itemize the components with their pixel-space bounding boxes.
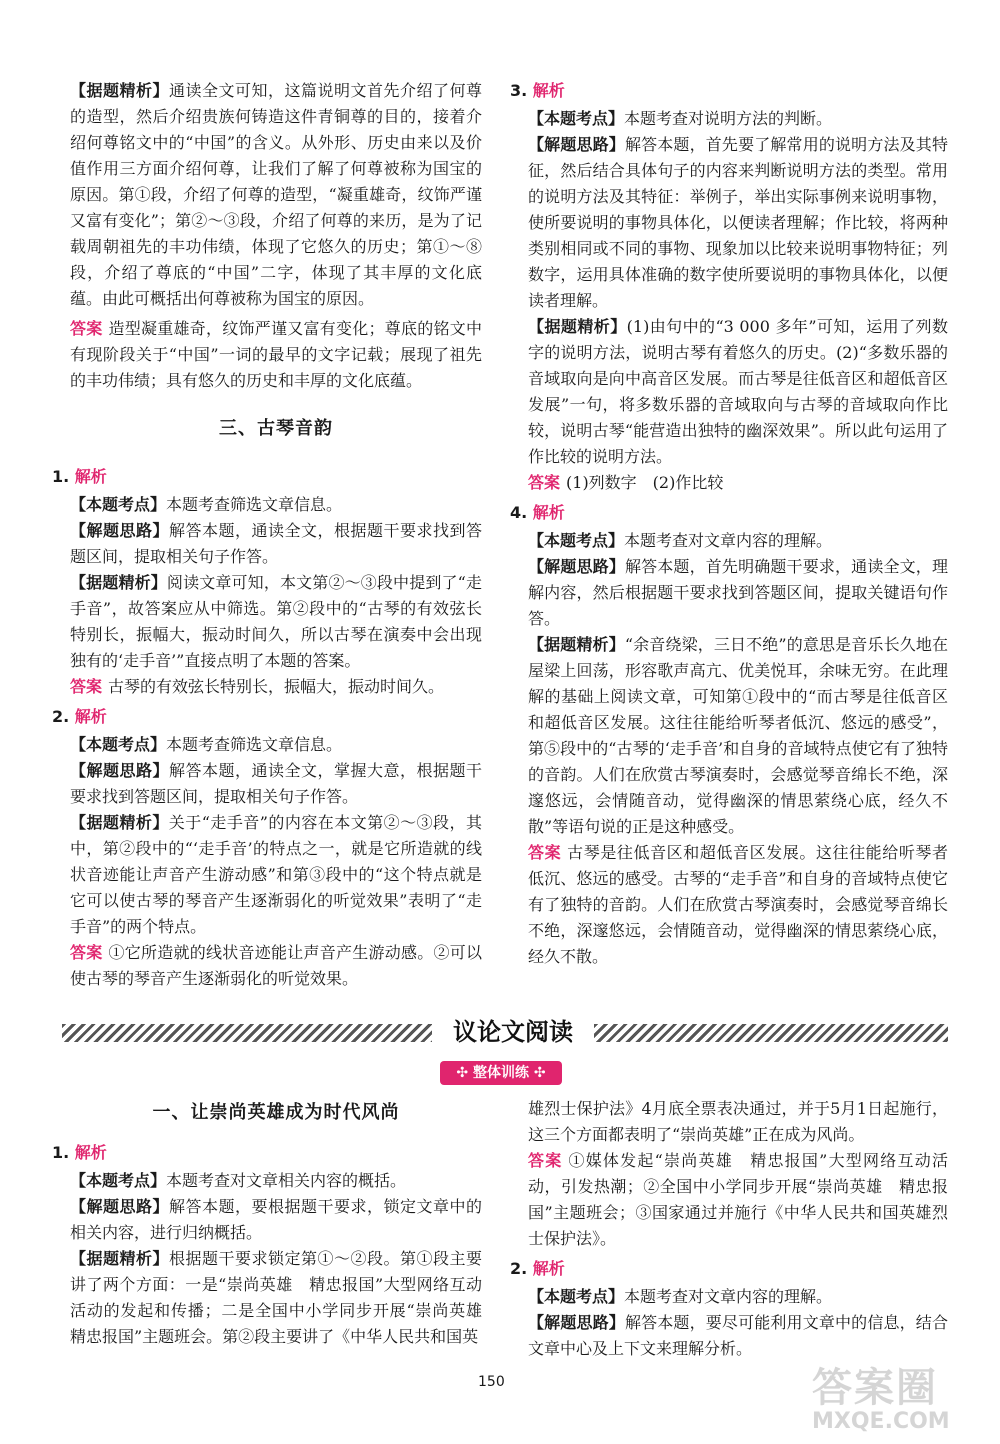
topic-tag: 【本题考点】 xyxy=(528,531,625,550)
right-column-bottom xyxy=(510,1096,948,1362)
topic-text: 本题考查对说明方法的判断。 xyxy=(624,109,833,128)
answer-label: 答案 xyxy=(70,677,103,696)
paragraph xyxy=(70,78,482,312)
question-number: 2. xyxy=(510,1259,528,1278)
approach-tag: 【解题思路】 xyxy=(528,557,625,576)
question-block xyxy=(510,1256,948,1362)
approach-text: 解答本题，首先明确题干要求，通读全文，理解内容，然后根据题干要求找到答题区间，提取关键语句作答。 xyxy=(528,557,948,628)
analysis-tag: 【据题精析】 xyxy=(528,635,625,654)
topic-text: 本题考查对文章内容的理解。 xyxy=(624,531,833,550)
topic-text: 本题考查对文章相关内容的概括。 xyxy=(166,1171,407,1190)
analysis-text: 通读全文可知，这篇说明文首先介绍了何尊的造型，然后介绍贵族何铸造这件青铜尊的目的，接着介绍何尊铭文中的“中国”的含义。从外形、历史由来以及价值作用三方面介绍何尊，让我们了解了何尊被称为国宝的原因。第①段，介绍了何尊的造型，“凝重雄奇，纹饰严谨又富有变化”；第②～③段，介绍了何尊的来历，是为了记载周朝祖先的丰功伟绩，体现了它悠久的历史；第①～⑧段，介绍了尊底的“中国”二字，体现了其丰厚的文化底蕴。由此可概括出何尊被称为国宝的原因。 xyxy=(70,81,482,308)
answer-text: 古琴的有效弦长特别长，振幅大，振动时间久。 xyxy=(108,677,445,696)
answer-text: ①它所造就的线状音迹能让声音产生游动感。②可以使古琴的琴音产生逐渐弱化的听觉效果。 xyxy=(70,943,482,988)
analysis-text: 阅读文章可知，本文第②～③段中提到了“走手音”，故答案应从中筛选。第②段中的“古琴的有效弦长特别长，振幅大，振动时间久，所以古琴在演奏中会出现独有的‘走手音’”直接点明了本题的答案。 xyxy=(70,573,482,670)
question-label: 解析 xyxy=(74,1143,107,1162)
approach-tag: 【解题思路】 xyxy=(528,1313,625,1332)
answer-text: 古琴是往低音区和超低音区发展。这往往能给听琴者低沉、悠远的感受。古琴的“走手音”和自身的音域特点使它有了独特的音韵。人们在欣赏古琴演奏时，会感觉琴音绵长不绝，深邃悠远，会情随音动，觉得幽深的情思萦绕心底，经久不散。 xyxy=(528,843,948,966)
topic-tag: 【本题考点】 xyxy=(70,735,167,754)
watermark-logo xyxy=(812,1356,992,1436)
question-number: 2. xyxy=(52,707,70,726)
question-label: 解析 xyxy=(74,467,107,486)
analysis-tag: 【据题精析】 xyxy=(70,81,169,100)
topic-text: 本题考查对文章内容的理解。 xyxy=(624,1287,833,1306)
topic-tag: 【本题考点】 xyxy=(528,1287,625,1306)
analysis-tag: 【据题精析】 xyxy=(70,573,167,592)
answer-text: 造型凝重雄奇，纹饰严谨又富有变化；尊底的铭文中有现阶段关于“中国”一词的最早的文字记载；展现了祖先的丰功伟绩；具有悠久的历史和丰厚的文化底蕴。 xyxy=(70,319,482,390)
approach-tag: 【解题思路】 xyxy=(70,521,169,540)
watermark-url: MXQE.COM xyxy=(812,1409,950,1434)
answer-label: 答案 xyxy=(528,473,561,492)
left-column-bottom xyxy=(52,1100,499,1350)
answer-label: 答案 xyxy=(70,319,103,338)
question-label: 解析 xyxy=(532,81,565,100)
analysis-text: (1)由句中的“3 000 多年”可知，运用了列数字的说明方法，说明古琴有着悠久的历史。(2)“多数乐器的音域取向是向中高音区发展。而古琴是往低音区和超低音区发展”一句，将多数乐器的音域取向与古琴的音域取向作比较，说明古琴“能营造出独特的幽深效果”。所以此句运用了作比较的说明方法。 xyxy=(528,317,948,466)
page-number: 150 xyxy=(478,1374,505,1390)
left-column-top xyxy=(52,78,482,992)
right-column-top xyxy=(510,78,948,970)
section-title: 一、让崇尚英雄成为时代风尚 xyxy=(152,1102,400,1123)
question-head xyxy=(52,704,482,730)
answer-label: 答案 xyxy=(528,1151,563,1170)
answer-text: (1)列数字 (2)作比较 xyxy=(566,473,724,492)
analysis-tag: 【据题精析】 xyxy=(528,317,627,336)
question-head xyxy=(510,500,948,526)
analysis-tag: 【据题精析】 xyxy=(70,813,169,832)
training-badge: ✣ 整体训练 ✣ xyxy=(440,1061,562,1085)
topic-text: 本题考查筛选文章信息。 xyxy=(166,735,343,754)
answer xyxy=(70,316,482,394)
section-title: 三、古琴音韵 xyxy=(219,418,333,439)
approach-text: 解答本题，要根据题干要求，锁定文章中的相关内容，进行归纳概括。 xyxy=(70,1197,482,1242)
topic-tag: 【本题考点】 xyxy=(70,1171,167,1190)
question-number: 1. xyxy=(52,1143,70,1162)
watermark-text: 答案圈 xyxy=(812,1365,938,1411)
topic-tag: 【本题考点】 xyxy=(528,109,625,128)
question-label: 解析 xyxy=(532,503,565,522)
hatch-decoration-right xyxy=(594,1024,948,1042)
question-number: 4. xyxy=(510,503,528,522)
approach-text: 解答本题，要尽可能利用文章中的信息，结合文章中心及上下文来理解分析。 xyxy=(528,1313,948,1358)
question-block xyxy=(510,78,948,496)
question-block xyxy=(52,704,482,992)
question-head xyxy=(510,1256,948,1282)
question-number: 3. xyxy=(510,81,528,100)
answer-label: 答案 xyxy=(70,943,103,962)
answer-text: ①媒体发起“崇尚英雄 精忠报国”大型网络互动活动，引发热潮；②全国中小学同步开展“崇尚英雄 精忠报国”主题班会；③国家通过并施行《中华人民共和国英雄烈士保护法》。 xyxy=(528,1151,948,1248)
banner-title: 议论文阅读 xyxy=(438,1012,588,1052)
topic-text: 本题考查筛选文章信息。 xyxy=(166,495,343,514)
question-head xyxy=(52,464,482,490)
question-label: 解析 xyxy=(74,707,107,726)
approach-tag: 【解题思路】 xyxy=(70,1197,169,1216)
section-banner xyxy=(62,1010,948,1056)
question-head xyxy=(52,1140,482,1166)
question-block xyxy=(52,1140,499,1350)
question-number: 1. xyxy=(52,467,70,486)
approach-text: 解答本题，通读全文，根据题干要求找到答题区间，提取相关句子作答。 xyxy=(70,521,482,566)
approach-tag: 【解题思路】 xyxy=(528,135,625,154)
question-head xyxy=(510,78,948,104)
question-label: 解析 xyxy=(532,1259,565,1278)
question-block xyxy=(510,500,948,970)
approach-text: 解答本题，首先要了解常用的说明方法及其特征，然后结合具体句子的内容来判断说明方法的类型。常用的说明方法及其特征：举例子，举出实际事例来说明事物，使所要说明的事物具体化，以便读者理解；作比较，将两种类别相同或不同的事物、现象加以比较来说明事物特征；列数字，运用具体准确的数字使所要说明的事物具体化，以便读者理解。 xyxy=(528,135,948,310)
answer-label: 答案 xyxy=(528,843,562,862)
topic-tag: 【本题考点】 xyxy=(70,495,167,514)
analysis-text: 根据题干要求锁定第①～②段。第①段主要讲了两个方面：一是“崇尚英雄 精忠报国”大型网络互动活动的发起和传播；二是全国中小学同步开展“崇尚英雄 精忠报国”主题班会。第②段主要讲了《中华人民共和国英 xyxy=(70,1249,499,1346)
question-block xyxy=(52,464,482,700)
analysis-text: 关于“走手音”的内容在本文第②～③段，其中，第②段中的“‘走手音’的特点之一，就是它所造就的线状音迹能让声音产生游动感”和第③段中的“这个特点就是它可以使古琴的琴音产生逐渐弱化的听觉效果”表明了“走手音”的两个特点。 xyxy=(70,813,482,936)
analysis-tag: 【据题精析】 xyxy=(70,1249,169,1268)
approach-tag: 【解题思路】 xyxy=(70,761,169,780)
approach-text: 解答本题，通读全文，掌握大意，根据题干要求找到答题区间，提取相关句子作答。 xyxy=(70,761,482,806)
analysis-continued: 雄烈士保护法》4月底全票表决通过，并于5月1日起施行，这三个方面都表明了“崇尚英雄”正在成为风尚。 xyxy=(528,1099,948,1144)
analysis-text: “余音绕梁，三日不绝”的意思是音乐长久地在屋梁上回荡，形容歌声高亢、优美悦耳，余味无穷。在此理解的基础上阅读文章，可知第①段中的“而古琴是往低音区和超低音区发展。这往往能给听琴者低沉、悠远的感受”，第⑤段中的“古琴的‘走手音’和自身的音域特点使它有了独特的音韵。人们在欣赏古琴演奏时，会感觉琴音绵长不绝，深邃悠远，会情随音动，觉得幽深的情思萦绕心底，经久不散”等语句说的正是这种感受。 xyxy=(528,635,948,836)
hatch-decoration-left xyxy=(62,1024,432,1042)
